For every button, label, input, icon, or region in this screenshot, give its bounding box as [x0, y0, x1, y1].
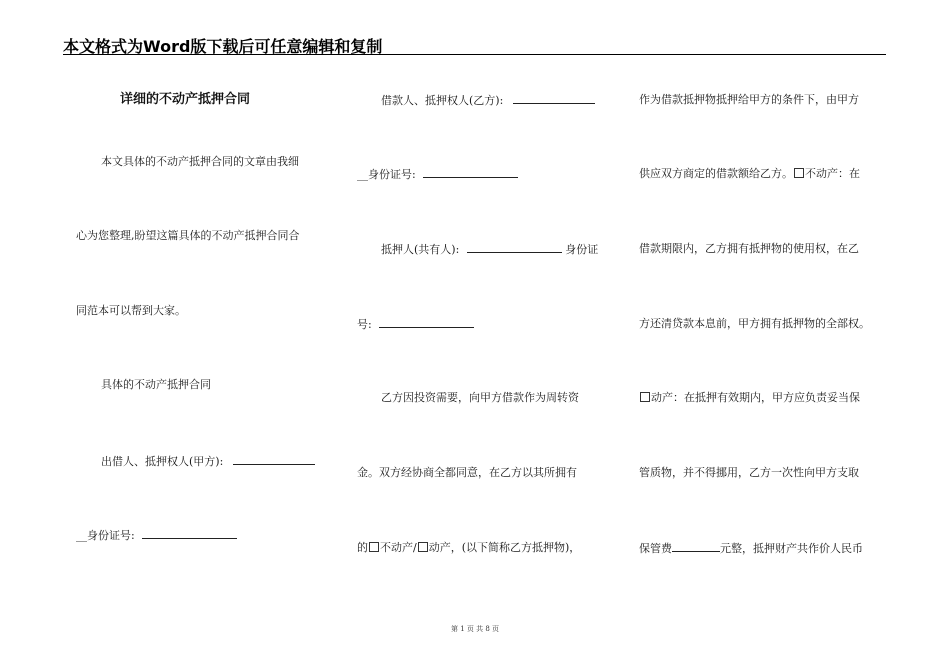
- col3-line-1: 作为借款抵押物抵押给甲方的条件下，由甲方: [639, 93, 859, 106]
- col3-line-5-text: 动产：在抵押有效期内，甲方应负责妥当保: [651, 391, 860, 404]
- header-divider: [63, 54, 886, 55]
- col3-line-2-tail: 不动产：在: [805, 167, 860, 180]
- para-line-3: [357, 541, 580, 555]
- co-owner-label: 抵押人(共有人):: [381, 243, 460, 256]
- lender-id-label: __身份证号:: [76, 529, 135, 542]
- col3-line-3: 借款期限内，乙方拥有抵押物的使用权，在乙: [639, 242, 859, 255]
- borrower-label: 借款人、抵押权人(乙方):: [381, 94, 504, 107]
- lender-id-blank[interactable]: [142, 528, 237, 539]
- para-line-2: 金。双方经协商全都同意，在乙方以其所拥有: [357, 466, 577, 479]
- intro-line-1: 本文具体的不动产抵押合同的文章由我细: [101, 155, 299, 168]
- col3-line-2: [639, 167, 860, 181]
- real-estate-checkbox[interactable]: [369, 542, 379, 552]
- movable-clause-checkbox[interactable]: [640, 392, 650, 402]
- col3-line-6: 管质物，并不得挪用，乙方一次性向甲方支取: [639, 466, 859, 479]
- lender-id-line: [76, 528, 237, 543]
- page-number: 第 1 页 共 8 页: [450, 625, 500, 633]
- co-owner-id-label: 号:: [357, 318, 372, 331]
- borrower-id-blank[interactable]: [423, 167, 518, 178]
- co-owner-id-line: [357, 317, 474, 332]
- intro-line-2: 心为您整理,盼望这篇具体的不动产抵押合同合: [76, 229, 300, 242]
- borrower-name-blank[interactable]: [513, 93, 595, 104]
- co-owner-id-blank[interactable]: [379, 317, 474, 328]
- section-subtitle: 具体的不动产抵押合同: [101, 378, 211, 391]
- co-owner-name-blank[interactable]: [467, 242, 562, 253]
- lender-label: 出借人、抵押权人(甲方):: [101, 455, 224, 468]
- document-header: 本文格式为Word版下载后可任意编辑和复制: [63, 37, 383, 56]
- contract-title: 详细的不动产抵押合同: [120, 92, 251, 107]
- col3-line-2-text: 供应双方商定的借款额给乙方。: [639, 167, 793, 180]
- co-owner-id-tail: 身份证: [565, 243, 599, 256]
- borrower-line: [381, 93, 595, 108]
- col3-line-7: [639, 541, 863, 556]
- para-line-3-suffix: 动产，(以下简称乙方抵押物)，: [428, 541, 581, 554]
- para-line-1: 乙方因投资需要，向甲方借款作为周转资: [381, 391, 579, 404]
- para-line-3-real-estate: 不动产/: [380, 541, 417, 554]
- borrower-id-line: [357, 167, 518, 182]
- co-owner-line: [381, 242, 598, 257]
- lender-name-blank[interactable]: [233, 454, 315, 465]
- lender-line: [101, 454, 315, 469]
- storage-fee-label: 保管费: [639, 542, 672, 555]
- borrower-id-label: __身份证号:: [357, 168, 416, 181]
- real-estate-clause-checkbox[interactable]: [794, 168, 804, 178]
- col3-line-5: [639, 391, 860, 405]
- storage-fee-blank[interactable]: [672, 541, 720, 552]
- para-line-3-prefix: 的: [357, 541, 368, 554]
- movable-property-checkbox[interactable]: [418, 542, 428, 552]
- intro-line-3: 同范本可以帮到大家。: [76, 304, 186, 317]
- col3-line-4: 方还清贷款本息前，甲方拥有抵押物的全部权。: [639, 317, 870, 330]
- storage-fee-tail: 元整，抵押财产共作价人民币: [720, 542, 863, 555]
